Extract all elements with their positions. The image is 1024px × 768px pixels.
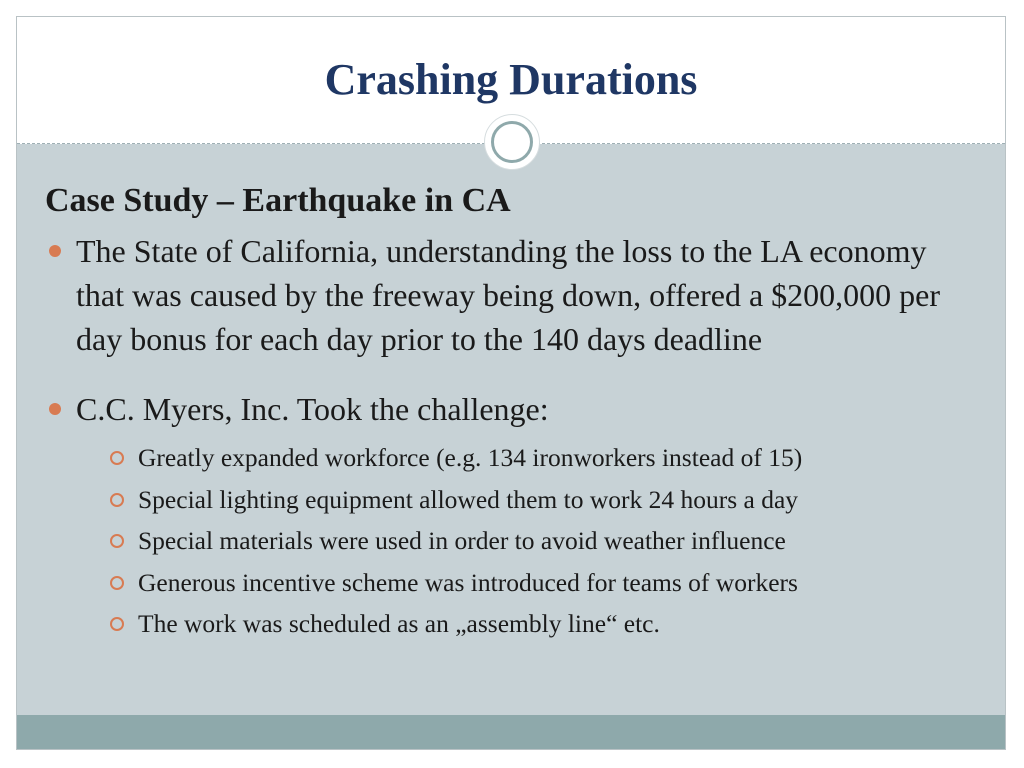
sub-bullet-text: Special lighting equipment allowed them to work 24 hours a day [138,484,799,514]
ring-bullet-icon [110,617,124,631]
ring-bullet-icon [110,493,124,507]
ring-bullet-icon [110,451,124,465]
sub-bullet-text: Generous incentive scheme was introduced for teams of workers [138,567,798,597]
sub-bullet-item [76,479,975,521]
sub-bullet-text: The work was scheduled as an „assembly line“ etc. [138,609,660,638]
sub-bullet-text: Greatly expanded workforce (e.g. 134 ironworkers instead of 15) [138,443,803,472]
sub-bullet-item [76,520,975,562]
sub-bullet-item [76,562,975,604]
ring-bullet-icon [110,534,124,548]
slide-title: Crashing Durations [324,55,698,104]
ring-bullet-icon [110,576,124,590]
bullet-dot-icon [49,245,61,257]
bullet-text: C.C. Myers, Inc. Took the challenge: [76,391,549,427]
divider-circle-icon [484,114,540,170]
footer-band [17,715,1005,749]
sub-bullet-item [76,437,975,479]
divider-ring [491,121,533,163]
slide-content [45,179,975,645]
section-heading: Case Study – Earthquake in CA [45,182,511,219]
bullet-text: The State of California, understanding the loss to the LA economy that was caused by the freeway being down, offered a $200,000 per day bonus for each day prior to the 140 days deadline [76,233,940,357]
sub-bullet-item [76,603,975,645]
sub-bullet-text: Special materials were used in order to avoid weather influence [138,526,786,555]
slide [16,16,1006,750]
bullet-dot-icon [49,403,61,415]
bullet-item [45,387,975,645]
bullet-item [45,229,975,361]
sub-bullet-list [76,437,975,645]
